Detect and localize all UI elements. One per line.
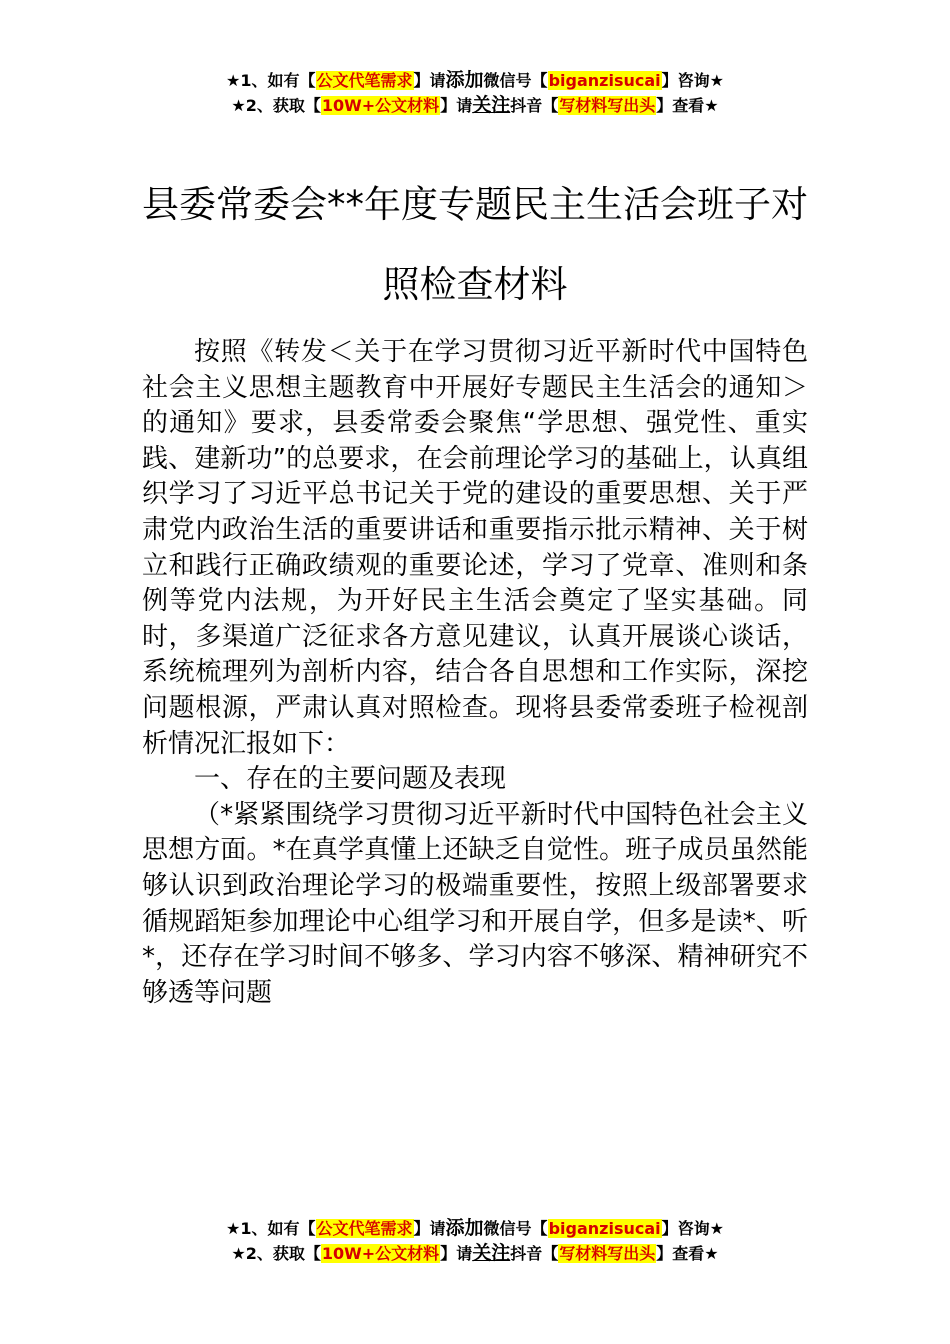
- banner-text: 】咨询★: [661, 1219, 724, 1238]
- banner-highlight: 公文代笔需求: [316, 1219, 413, 1238]
- banner-highlight: 10W+公文材料: [321, 1244, 440, 1263]
- document-body: [142, 335, 808, 1011]
- banner-text: 】请: [440, 1244, 473, 1263]
- banner-line-1: [0, 68, 950, 93]
- banner-highlight: 公文代笔需求: [316, 71, 413, 90]
- banner-text: 】查看★: [656, 96, 719, 115]
- banner-highlight: biganzisucai: [548, 71, 661, 90]
- banner-highlight: 写材料写出头: [559, 1244, 656, 1263]
- header-banner: [0, 68, 950, 118]
- banner-text: ★1、如有【: [226, 1219, 316, 1238]
- banner-text: 】咨询★: [661, 71, 724, 90]
- banner-emphasis: 关注: [472, 1242, 511, 1264]
- banner-line-2: [0, 1241, 950, 1266]
- banner-text: 微信号【: [483, 71, 548, 90]
- banner-text: 抖音【: [510, 1244, 559, 1263]
- banner-text: 】查看★: [656, 1244, 719, 1263]
- banner-text: 】请: [413, 1219, 446, 1238]
- banner-text: 抖音【: [510, 96, 559, 115]
- document-title: 县委常委会**年度专题民主生活会班子对照检查材料: [142, 183, 808, 306]
- section-heading: 一、存在的主要问题及表现: [194, 764, 507, 795]
- banner-highlight: biganzisucai: [548, 1219, 661, 1238]
- banner-line-1: [0, 1216, 950, 1241]
- banner-highlight: 10W+公文材料: [321, 96, 440, 115]
- banner-emphasis: 关注: [472, 94, 511, 116]
- paragraph-intro: 按照《转发＜关于在学习贯彻习近平新时代中国特色社会主义思想主题教育中开展好专题民主生活会的通知＞的通知》要求，县委常委会聚焦“学思想、强党性、重实践、建新功”的总要求，在会前理论学习的基础上，认真组织学习了习近平总书记关于党的建设的重要思想、关于严肃党内政治生活的重要讲话和重要指示批示精神、关于树立和践行正确政绩观的重要论述，学习了党章、准则和条例等党内法规，为开好民主生活会奠定了坚实基础。同时，多渠道广泛征求各方意见建议，认真开展谈心谈话，系统梳理列为剖析内容，结合各自思想和工作实际，深挖问题根源，严肃认真对照检查。现将县委常委班子检视剖析情况汇报如下：: [142, 337, 808, 759]
- banner-text: ★2、获取【: [231, 1244, 321, 1263]
- banner-emphasis: 添加: [445, 1217, 484, 1239]
- paragraph-issue: （*紧紧围绕学习贯彻习近平新时代中国特色社会主义思想方面。*在真学真懂上还缺乏自觉性。班子成员虽然能够认识到政治理论学习的极端重要性，按照上级部署要求循规蹈矩参加理论中心组学习和开展自学，但多是读*、听*，还存在学习时间不够多、学习内容不够深、精神研究不够透等问题: [142, 799, 808, 1008]
- banner-text: ★2、获取【: [231, 96, 321, 115]
- banner-highlight: 写材料写出头: [559, 96, 656, 115]
- banner-text: 】请: [440, 96, 473, 115]
- banner-line-2: [0, 93, 950, 118]
- banner-text: 微信号【: [483, 1219, 548, 1238]
- banner-emphasis: 添加: [445, 69, 484, 91]
- banner-text: ★1、如有【: [226, 71, 316, 90]
- banner-text: 】请: [413, 71, 446, 90]
- footer-banner: [0, 1216, 950, 1266]
